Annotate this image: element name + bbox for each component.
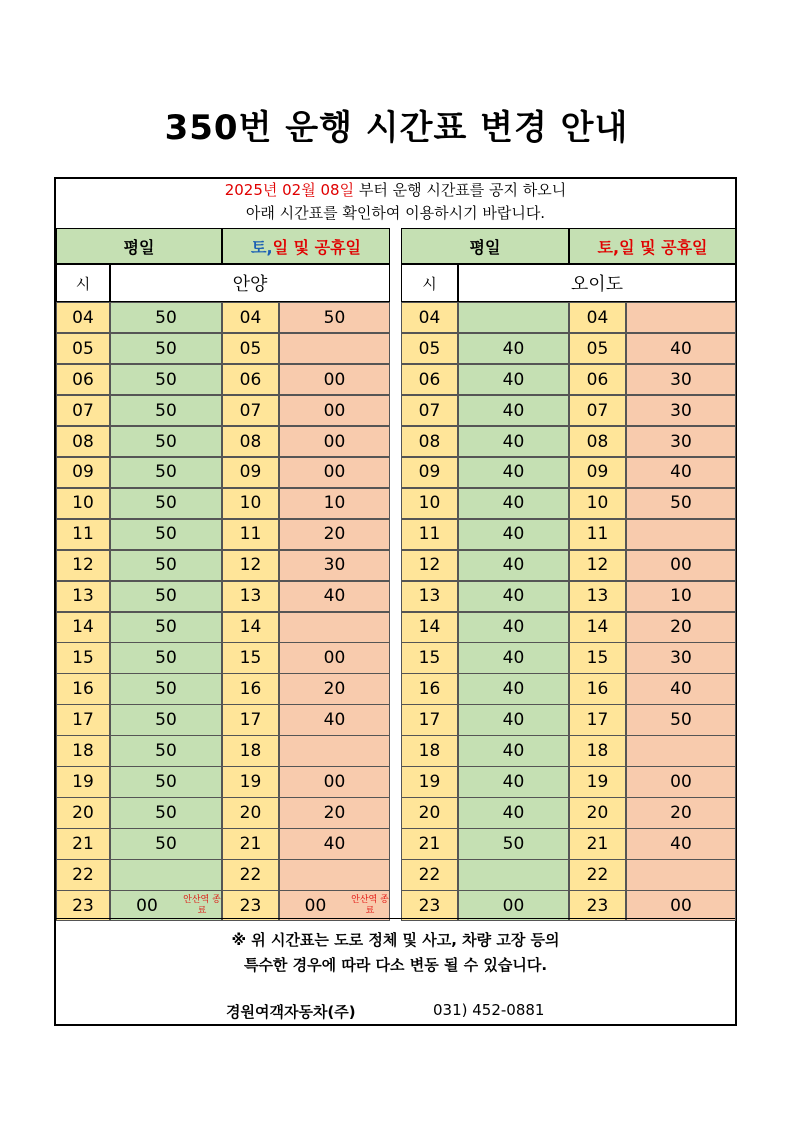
anyang-hour: 20: [56, 797, 110, 828]
anyang-weekday-minute: [110, 890, 222, 921]
anyang-weekend-hour: 18: [222, 735, 279, 766]
oido-weekend-hour: 19: [569, 766, 626, 797]
anyang-weekend-hour: 19: [222, 766, 279, 797]
oido-hour: 20: [401, 797, 458, 828]
anyang-weekend-minute: 10: [279, 488, 390, 519]
anyang-hour: 11: [56, 519, 110, 550]
sunday-holiday-label: 일 및 공휴일: [272, 237, 361, 257]
oido-weekend-minute: 40: [626, 828, 736, 859]
anyang-weekend-minute: 00: [279, 395, 390, 426]
anyang-weekend-hour: 08: [222, 426, 279, 457]
anyang-hour: 15: [56, 642, 110, 673]
oido-weekend-header: [569, 228, 736, 264]
oido-weekend-minute: 40: [626, 673, 736, 704]
disclaimer-line-2: 특수한 경우에 따라 다소 변동 될 수 있습니다.: [243, 956, 548, 974]
anyang-weekday-minute: 50: [110, 704, 222, 735]
oido-weekend-minute: 30: [626, 426, 736, 457]
notice-line-2: 아래 시간표를 확인하여 이용하시기 바랍니다.: [245, 204, 546, 222]
anyang-weekend-hour: 22: [222, 859, 279, 890]
oido-weekend-minute: 00: [626, 766, 736, 797]
oido-weekend-hour: 05: [569, 333, 626, 364]
anyang-weekday-minute: 50: [110, 488, 222, 519]
oido-hour-header: 시: [401, 264, 458, 302]
oido-weekday-minute: 40: [458, 519, 569, 550]
anyang-weekend-hour: 16: [222, 673, 279, 704]
notice-box: [56, 179, 735, 227]
oido-weekend-minute: [626, 519, 736, 550]
oido-hour: 13: [401, 581, 458, 612]
anyang-weekday-minute: 50: [110, 797, 222, 828]
oido-weekend-hour: 23: [569, 890, 626, 921]
oido-weekend-hour: 22: [569, 859, 626, 890]
anyang-weekday-minute: 50: [110, 673, 222, 704]
oido-weekend-minute: 40: [626, 333, 736, 364]
anyang-weekend-minute: [279, 735, 390, 766]
anyang-weekend-hour: 15: [222, 642, 279, 673]
footer: [56, 918, 735, 1025]
anyang-hour: 05: [56, 333, 110, 364]
anyang-weekend-hour: 21: [222, 828, 279, 859]
oido-weekday-minute: 40: [458, 735, 569, 766]
anyang-weekday-minute: [110, 859, 222, 890]
oido-hour: 06: [401, 364, 458, 395]
anyang-weekend-minute: [279, 612, 390, 643]
oido-weekday-minute: [458, 302, 569, 333]
anyang-hour: 17: [56, 704, 110, 735]
company-name: 경원여객자동차(주): [226, 1003, 356, 1021]
oido-weekend-hour: 11: [569, 519, 626, 550]
oido-hour: 11: [401, 519, 458, 550]
oido-hour: 17: [401, 704, 458, 735]
anyang-hour: 18: [56, 735, 110, 766]
anyang-weekday-minute: 50: [110, 581, 222, 612]
oido-weekend-hour: 09: [569, 457, 626, 488]
oido-weekend-hour: 13: [569, 581, 626, 612]
anyang-weekday-minute: 50: [110, 828, 222, 859]
oido-weekend-minute: 40: [626, 457, 736, 488]
anyang-weekend-minute: 20: [279, 797, 390, 828]
oido-hour: 05: [401, 333, 458, 364]
notice-line-1-text: 부터 운행 시간표를 공지 하오니: [354, 181, 567, 199]
anyang-weekend-hour: 12: [222, 550, 279, 581]
oido-weekday-minute: 50: [458, 828, 569, 859]
anyang-weekday-minute: 50: [110, 519, 222, 550]
oido-weekend-hour: 21: [569, 828, 626, 859]
anyang-hour: 08: [56, 426, 110, 457]
anyang-hour: 06: [56, 364, 110, 395]
anyang-weekday-minute: 50: [110, 735, 222, 766]
oido-weekend-hour: 17: [569, 704, 626, 735]
oido-hour: 22: [401, 859, 458, 890]
anyang-weekend-minute: 40: [279, 704, 390, 735]
anyang-weekend-hour: 20: [222, 797, 279, 828]
oido-weekday-minute: 40: [458, 333, 569, 364]
weekend-holiday-label-rest: 일 및 공휴일: [619, 237, 708, 257]
anyang-weekend-header: [222, 228, 390, 264]
disclaimer-line-1: ※ 위 시간표는 도로 정체 및 사고, 차량 고장 등의: [231, 931, 560, 949]
oido-weekend-hour: 14: [569, 612, 626, 643]
oido-hour: 07: [401, 395, 458, 426]
anyang-hour: 23: [56, 890, 110, 921]
oido-hour: 19: [401, 766, 458, 797]
oido-weekday-minute: 40: [458, 426, 569, 457]
anyang-weekend-hour: 10: [222, 488, 279, 519]
oido-weekend-minute: 30: [626, 395, 736, 426]
oido-weekend-minute: 00: [626, 890, 736, 921]
oido-hour: 09: [401, 457, 458, 488]
oido-hour: 15: [401, 642, 458, 673]
oido-weekend-hour: 18: [569, 735, 626, 766]
anyang-weekend-minute: 30: [279, 550, 390, 581]
oido-weekday-minute: 00: [458, 890, 569, 921]
phone-number: 031) 452-0881: [433, 1001, 545, 1019]
anyang-hour: 22: [56, 859, 110, 890]
oido-weekend-minute: 00: [626, 550, 736, 581]
anyang-weekend-minute: 20: [279, 673, 390, 704]
anyang-hour: 09: [56, 457, 110, 488]
anyang-hour: 13: [56, 581, 110, 612]
anyang-weekend-minute: 00: [279, 766, 390, 797]
oido-hour: 12: [401, 550, 458, 581]
oido-weekday-minute: [458, 859, 569, 890]
anyang-weekend-hour: 06: [222, 364, 279, 395]
anyang-weekend-minute-value: 00: [304, 895, 327, 916]
anyang-weekend-hour: 14: [222, 612, 279, 643]
oido-weekday-minute: 40: [458, 766, 569, 797]
oido-weekend-minute: [626, 735, 736, 766]
oido-weekend-hour: 20: [569, 797, 626, 828]
anyang-weekday-minute: 50: [110, 426, 222, 457]
oido-weekend-hour: 06: [569, 364, 626, 395]
anyang-weekday-minute: 50: [110, 550, 222, 581]
anyang-weekend-minute: 00: [279, 457, 390, 488]
anyang-weekend-minute: [279, 859, 390, 890]
anyang-weekend-hour: 09: [222, 457, 279, 488]
oido-weekend-minute: [626, 302, 736, 333]
oido-weekend-minute: 10: [626, 581, 736, 612]
oido-weekend-hour: 12: [569, 550, 626, 581]
oido-hour: 14: [401, 612, 458, 643]
anyang-station-label: 안양: [110, 264, 390, 302]
anyang-weekend-hour: 11: [222, 519, 279, 550]
anyang-hour: 14: [56, 612, 110, 643]
anyang-hour: 19: [56, 766, 110, 797]
anyang-weekend-minute: 40: [279, 828, 390, 859]
anyang-weekend-hour: 17: [222, 704, 279, 735]
anyang-hour: 04: [56, 302, 110, 333]
anyang-weekday-minute: 50: [110, 457, 222, 488]
anyang-hour: 21: [56, 828, 110, 859]
oido-weekend-minute: 50: [626, 488, 736, 519]
anyang-weekday-minute: 50: [110, 364, 222, 395]
oido-weekend-minute: 50: [626, 704, 736, 735]
oido-hour: 18: [401, 735, 458, 766]
anyang-hour: 10: [56, 488, 110, 519]
page-title: 350번 운행 시간표 변경 안내: [164, 108, 629, 148]
anyang-hour: 16: [56, 673, 110, 704]
anyang-weekend-minute: 00: [279, 364, 390, 395]
anyang-weekend-hour: 23: [222, 890, 279, 921]
anyang-weekday-header: 평일: [56, 228, 222, 264]
oido-weekday-minute: 40: [458, 581, 569, 612]
ansan-terminus-note: 안산역 종료: [183, 894, 221, 916]
anyang-weekend-minute: 00: [279, 642, 390, 673]
oido-weekday-minute: 40: [458, 642, 569, 673]
oido-hour: 08: [401, 426, 458, 457]
oido-weekend-hour: 04: [569, 302, 626, 333]
anyang-weekday-minute: 50: [110, 302, 222, 333]
oido-weekend-minute: [626, 859, 736, 890]
oido-hour: 10: [401, 488, 458, 519]
anyang-weekend-minute: 50: [279, 302, 390, 333]
anyang-weekday-minute: 50: [110, 333, 222, 364]
oido-hour: 23: [401, 890, 458, 921]
oido-hour: 04: [401, 302, 458, 333]
oido-weekend-hour: 10: [569, 488, 626, 519]
effective-date: 2025년 02월 08일: [224, 181, 355, 199]
oido-weekday-minute: 40: [458, 457, 569, 488]
oido-weekday-minute: 40: [458, 488, 569, 519]
oido-weekday-minute: 40: [458, 673, 569, 704]
saturday-label: 토,: [251, 237, 273, 257]
anyang-weekend-minute: [279, 890, 390, 921]
anyang-weekend-hour: 04: [222, 302, 279, 333]
anyang-weekend-minute: 40: [279, 581, 390, 612]
weekend-holiday-label: 토,: [597, 237, 620, 257]
anyang-hour-header: 시: [56, 264, 110, 302]
oido-weekend-hour: 15: [569, 642, 626, 673]
anyang-weekend-hour: 13: [222, 581, 279, 612]
notice-line-1: [56, 179, 735, 202]
ansan-terminus-note: 안산역 종료: [351, 894, 389, 916]
oido-weekend-minute: 20: [626, 797, 736, 828]
anyang-weekend-hour: 07: [222, 395, 279, 426]
oido-weekday-minute: 40: [458, 550, 569, 581]
oido-weekend-minute: 20: [626, 612, 736, 643]
oido-weekday-minute: 40: [458, 395, 569, 426]
oido-weekend-hour: 08: [569, 426, 626, 457]
oido-weekend-minute: 30: [626, 642, 736, 673]
oido-weekday-minute: 40: [458, 612, 569, 643]
anyang-hour: 07: [56, 395, 110, 426]
anyang-weekend-minute: 20: [279, 519, 390, 550]
oido-weekday-minute: 40: [458, 364, 569, 395]
anyang-weekday-minute: 50: [110, 766, 222, 797]
anyang-hour: 12: [56, 550, 110, 581]
oido-weekend-hour: 16: [569, 673, 626, 704]
oido-weekend-hour: 07: [569, 395, 626, 426]
anyang-weekend-minute: [279, 333, 390, 364]
oido-weekend-minute: 30: [626, 364, 736, 395]
oido-hour: 16: [401, 673, 458, 704]
anyang-weekday-minute-value: 00: [136, 895, 158, 916]
anyang-weekday-minute: 50: [110, 612, 222, 643]
anyang-weekend-hour: 05: [222, 333, 279, 364]
oido-station-label: 오이도: [458, 264, 736, 302]
anyang-weekday-minute: 50: [110, 395, 222, 426]
anyang-weekday-minute: 50: [110, 642, 222, 673]
oido-weekday-minute: 40: [458, 797, 569, 828]
oido-hour: 21: [401, 828, 458, 859]
anyang-weekend-minute: 00: [279, 426, 390, 457]
oido-weekday-header: 평일: [401, 228, 569, 264]
oido-weekday-minute: 40: [458, 704, 569, 735]
